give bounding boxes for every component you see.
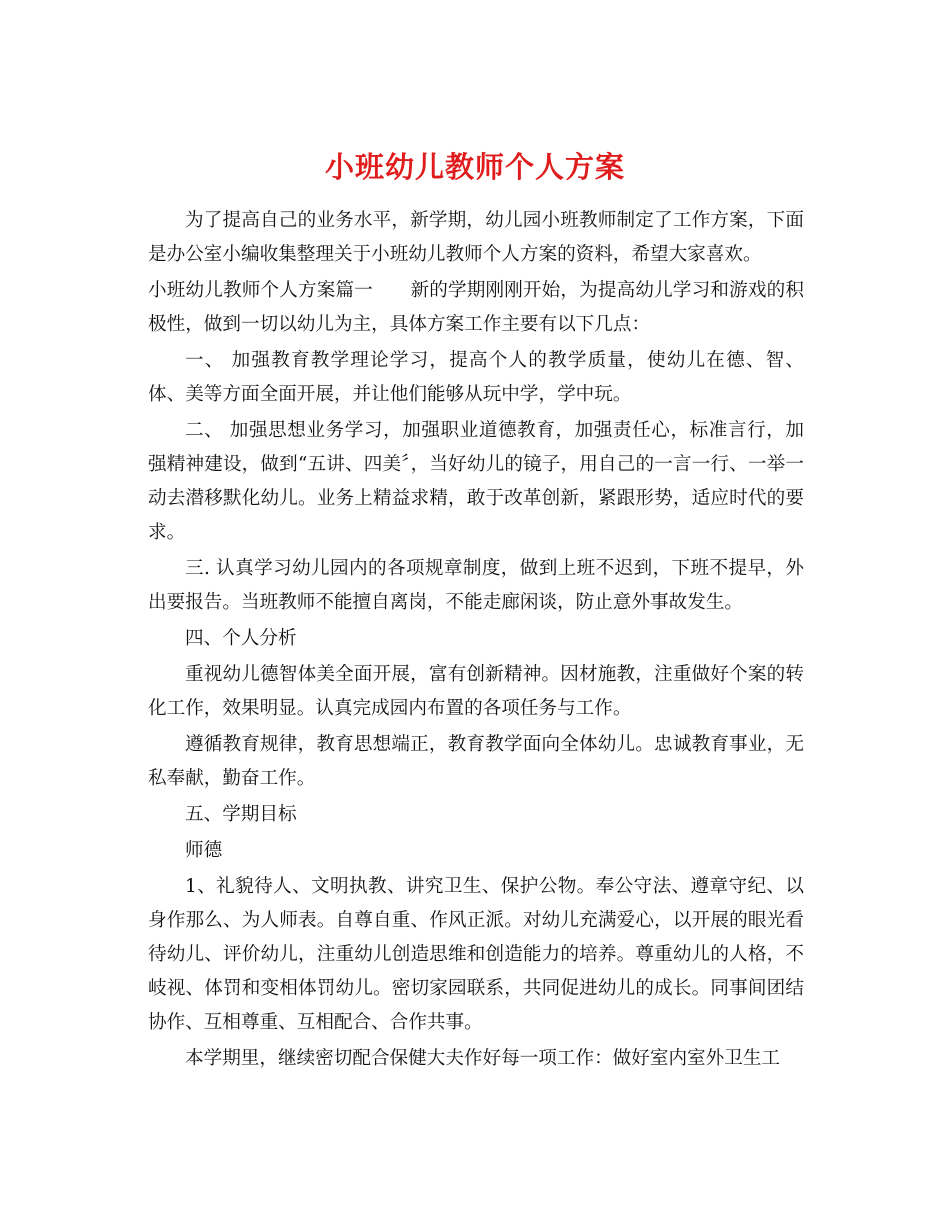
paragraph-semester: 本学期里，继续密切配合保健大夫作好每一项工作：做好室内室外卫生工 <box>185 1048 781 1069</box>
paragraph-analysis-1: 重视幼儿德智体美全面开展，富有创新精神。因材施教，注重做好个案的转化工作，效果明显。认真完成园内布置的各项任务与工作。 <box>148 664 804 719</box>
document-body <box>148 204 804 1078</box>
paragraph-analysis-2: 遵循教育规律，教育思想端正，教育教学面向全体幼儿。忠诚教育事业，无私奉献，勤奋工作。 <box>148 734 804 789</box>
paragraph-heading-ethics: 师德 <box>185 840 223 861</box>
paragraph-point-1: 一、 加强教育教学理论学习，提高个人的教学质量，使幼儿在德、智、体、美等方面全面开展，并让他们能够从玩中学，学中玩。 <box>148 350 804 405</box>
document-title: 小班幼儿教师个人方案 <box>324 150 625 185</box>
paragraph-point-3: 三. 认真学习幼儿园内的各项规章制度，做到上班不迟到，下班不提早，外出要报告。当班教师不能擅自离岗，不能走廊闲谈，防止意外事故发生。 <box>148 558 804 613</box>
paragraph-intro: 为了提高自己的业务水平，新学期，幼儿园小班教师制定了工作方案，下面是办公室小编收集整理关于小班幼儿教师个人方案的资料，希望大家喜欢。 <box>148 210 804 265</box>
paragraph-ethics-1: 1、礼貌待人、文明执教、讲究卫生、保护公物。奉公守法、遵章守纪、以身作那么、为人师表。自尊自重、作风正派。对幼儿充满爱心，以开展的眼光看待幼儿、评价幼儿，注重幼儿创造思维和创造能力的培养。尊重幼儿的人格，不岐视、体罚和变相体罚幼儿。密切家园联系，共同促进幼儿的成长。同事间团结协作、互相尊重、互相配合、合作共事。 <box>148 876 804 1033</box>
paragraph-heading-personal-analysis: 四、个人分析 <box>185 628 297 649</box>
paragraph-heading-goals: 五、学期目标 <box>185 804 297 825</box>
paragraph-section-one-heading: 小班幼儿教师个人方案篇一 新的学期刚刚开始，为提高幼儿学习和游戏的积极性，做到一切以幼儿为主，具体方案工作主要有以下几点： <box>148 280 804 335</box>
paragraph-point-2: 二、 加强思想业务学习，加强职业道德教育，加强责任心，标准言行，加强精神建设，做到“五讲、四美〞，当好幼儿的镜子，用自己的一言一行、一举一动去潜移默化幼儿。业务上精益求精，敢于改革创新，紧跟形势，适应时代的要求。 <box>148 420 804 543</box>
